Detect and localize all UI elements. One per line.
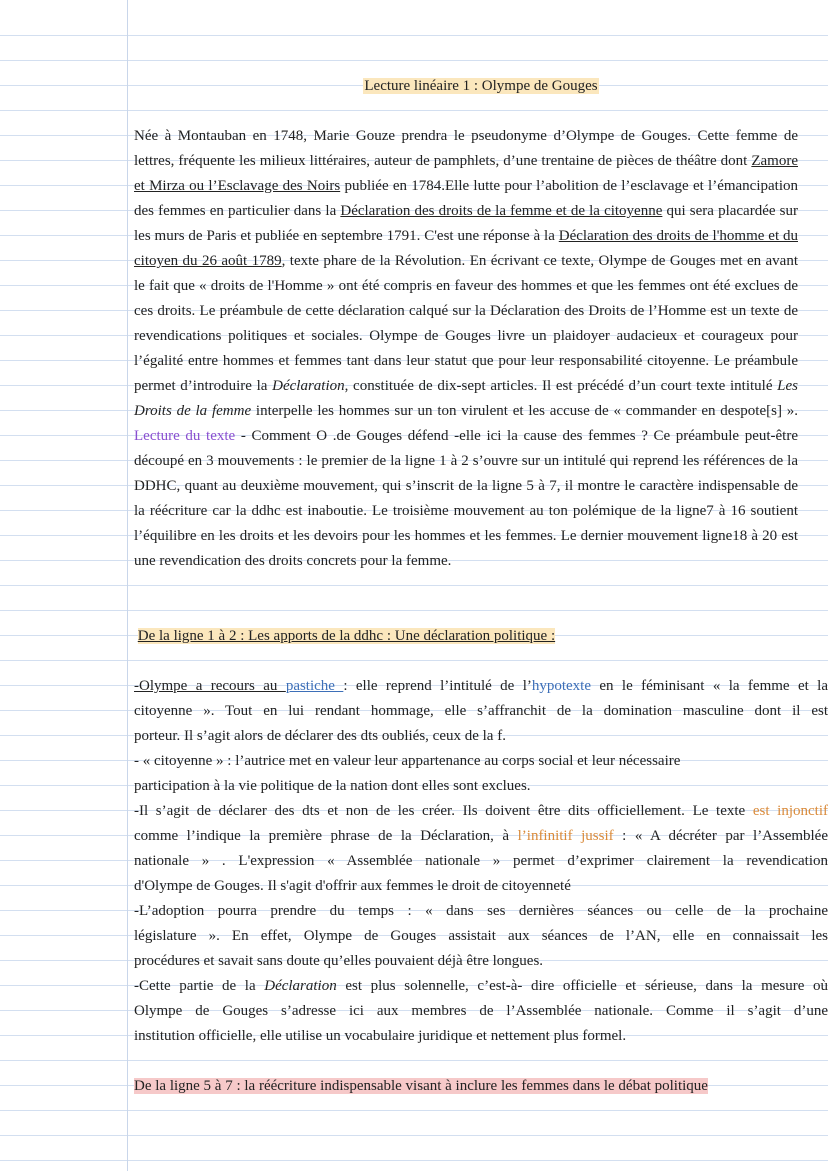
text-line: -L’adoption pourra prendre du temps : « dans ses dernières séances ou celle de la prochaine bbox=[134, 903, 828, 919]
work-title-zamore: Zamore et Mirza ou l’Esclavage des Noirs bbox=[134, 153, 798, 194]
work-title-declaration-femme: Déclaration des droits de la femme et de la citoyenne bbox=[340, 203, 663, 219]
text-line: comme l’indique la première phrase de la Déclaration, à l’infinitif jussif : « A décréter par l’Assemblée bbox=[134, 828, 828, 844]
term-infinitif-jussif: l’infinitif jussif bbox=[517, 828, 614, 844]
term-injonctif: est injonctif bbox=[752, 803, 828, 819]
notebook-margin-line bbox=[127, 0, 128, 1171]
term-pastiche: pastiche bbox=[285, 678, 344, 694]
text-line: d'Olympe de Gouges. Il s'agit d'offrir aux femmes le droit de citoyenneté bbox=[134, 878, 571, 894]
section-2-heading: De la ligne 5 à 7 : la réécriture indispensable visant à inclure les femmes dans le débat politique bbox=[134, 1078, 708, 1094]
page-title: Lecture linéaire 1 : Olympe de Gouges bbox=[364, 78, 598, 94]
text-line: participation à la vie politique de la nation dont elles sont exclues. bbox=[134, 778, 531, 794]
intro-paragraph: Née à Montauban en 1748, Marie Gouze prendra le pseudonyme d’Olympe de Gouges. Cette femme de lettres, fréquente les milieux littéraires, auteur de pamphlets, d’une trentaine de pièces de théâtre dont Zamore et Mirza ou l’Esclavage des Noirs publiée en 1784.Elle lutte pour l’abolition de l’esclavage et l’émancipation des femmes en particulier dans la Déclaration des droits de la femme et de la citoyenne qui sera placardée sur les murs de Paris et publiée en septembre 1791. C'est une réponse à la Déclaration des droits de l'homme et du citoyen du 26 août 1789, texte phare de la Révolution. En écrivant ce texte, Olympe de Gouges met en avant le fait que « droits de l'Homme » ont été compris en faveur des hommes et que les femmes ont été exclues de ces droits. Le préambule de cette déclaration calqué sur la Déclaration des Droits de l’Homme est un texte de revendications politiques et sociales. Olympe de Gouges livre un plaidoyer audacieux et courageux pour l’égalité entre hommes et femmes tant dans leur statut que pour leur responsabilité citoyenne. Le préambule permet d’introduire la Déclaration, constituée de dix-sept articles. Il est précédé d’un court texte intitulé Les Droits de la femme interpelle les hommes sur un ton virulent et les accuse de « commander en despote[s] ». Lecture du texte - Comment O .de Gouges défend -elle ici la cause des femmes ? Ce préambule peut-être découpé en 3 mouvements : le premier de la ligne 1 à 2 s’ouvre sur un intitulé qui reprend les références de la DDHC, quant au deuxième mouvement, qui s’inscrit de la ligne 5 à 7, il montre le caractère indispensable de la réécriture car la ddhc est inaboutie. Le troisième mouvement au ton polémique de la ligne7 à 16 soutient l’équilibre en les droits et les devoirs pour les hommes et les femmes. Le dernier mouvement ligne18 à 20 est une revendication des droits concrets pour la femme. bbox=[134, 128, 799, 569]
text-line: nationale » . L'expression « Assemblée nationale » permet d’exprimer clairement la revendication bbox=[134, 853, 828, 869]
section-1-heading: De la ligne 1 à 2 : Les apports de la ddhc : Une déclaration politique : bbox=[137, 628, 556, 644]
text-line: -Cette partie de la Déclaration est plus solennelle, c’est-à- dire officielle et sérieuse, dans la mesure où bbox=[134, 978, 828, 994]
document-page bbox=[134, 74, 828, 1099]
text-line: institution officielle, elle utilise un vocabulaire juridique et nettement plus formel. bbox=[134, 1028, 627, 1044]
text-line: Olympe de Gouges s’adresse ici aux membres de l’Assemblée nationale. Comme il s’agit d’une bbox=[134, 1003, 828, 1019]
text-line: porteur. Il s’agit alors de déclarer des dts oubliés, ceux de la f. bbox=[134, 728, 506, 744]
term-hypotexte: hypotexte bbox=[531, 678, 592, 694]
text-line: procédures et savait sans doute qu’elles pouvaient déjà être longues. bbox=[134, 953, 544, 969]
lecture-du-texte-note: Lecture du texte bbox=[134, 428, 236, 444]
text-line: - « citoyenne » : l’autrice met en valeur leur appartenance au corps social et leur nécessaire bbox=[134, 753, 681, 769]
text-line: -Il s’agit de déclarer des dts et non de les créer. Ils doivent être dits officiellement. Le texte est injonctif bbox=[134, 803, 828, 819]
section-1-body bbox=[134, 674, 828, 1049]
text-line: -Olympe a recours au pastiche : elle reprend l’intitulé de l’hypotexte en le féminisant « la femme et la bbox=[134, 678, 828, 694]
work-title-ddhc: Déclaration des droits de l'homme et du citoyen du 26 août 1789 bbox=[134, 228, 798, 269]
text-line: législature ». En effet, Olympe de Gouges assistait aux séances de l’AN, elle en connaissait les bbox=[134, 928, 828, 944]
text-line: citoyenne ». Tout en lui rendant hommage, elle s’affranchit de la domination masculine dont il est bbox=[134, 703, 828, 719]
